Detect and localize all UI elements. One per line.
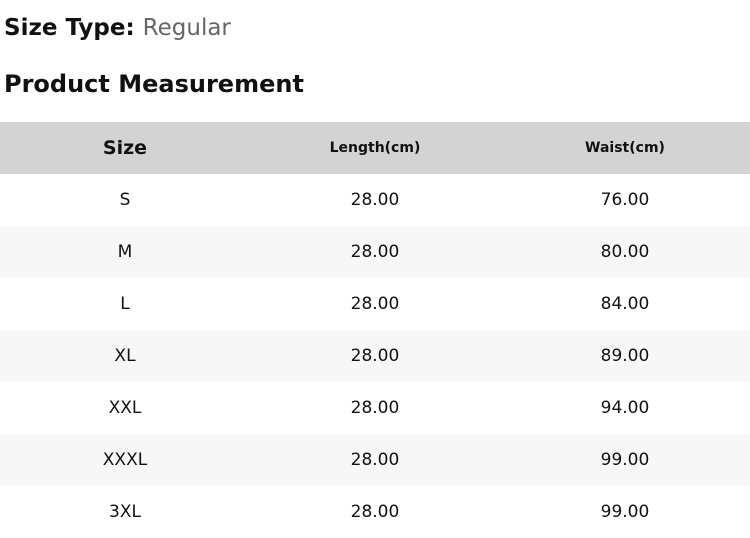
waist-cell: 99.00	[600, 450, 650, 470]
size-cell: XL	[114, 346, 136, 366]
table-row	[0, 434, 750, 486]
table-row	[0, 278, 750, 330]
size-cell: 3XL	[109, 502, 141, 522]
size-cell: L	[120, 294, 130, 314]
size-type-line	[0, 0, 750, 43]
measurement-table-head	[0, 122, 750, 174]
column-header-length: Length(cm)	[329, 140, 421, 156]
waist-cell: 94.00	[600, 398, 650, 418]
table-row	[0, 174, 750, 226]
table-row	[0, 226, 750, 278]
column-header-size: Size	[102, 137, 148, 159]
header-row	[0, 122, 750, 174]
length-cell: 28.00	[350, 450, 400, 470]
length-cell: 28.00	[350, 346, 400, 366]
table-row	[0, 486, 750, 538]
table-row	[0, 330, 750, 382]
length-cell: 28.00	[350, 398, 400, 418]
length-cell: 28.00	[350, 242, 400, 262]
waist-cell: 89.00	[600, 346, 650, 366]
length-cell: 28.00	[350, 502, 400, 522]
measurement-table	[0, 122, 750, 538]
waist-cell: 76.00	[600, 190, 650, 210]
size-cell: XXXL	[102, 450, 148, 470]
waist-cell: 99.00	[600, 502, 650, 522]
length-cell: 28.00	[350, 190, 400, 210]
length-cell: 28.00	[350, 294, 400, 314]
size-type-label: Size Type:	[4, 15, 135, 41]
waist-cell: 80.00	[600, 242, 650, 262]
size-type-value: Regular	[142, 15, 231, 41]
waist-cell: 84.00	[600, 294, 650, 314]
column-header-waist: Waist(cm)	[585, 140, 665, 156]
size-cell: M	[117, 242, 133, 262]
table-row	[0, 382, 750, 434]
size-cell: XXL	[108, 398, 142, 418]
size-cell: S	[119, 190, 131, 210]
product-measurement-title: Product Measurement	[4, 70, 304, 98]
measurement-table-body	[0, 174, 750, 538]
